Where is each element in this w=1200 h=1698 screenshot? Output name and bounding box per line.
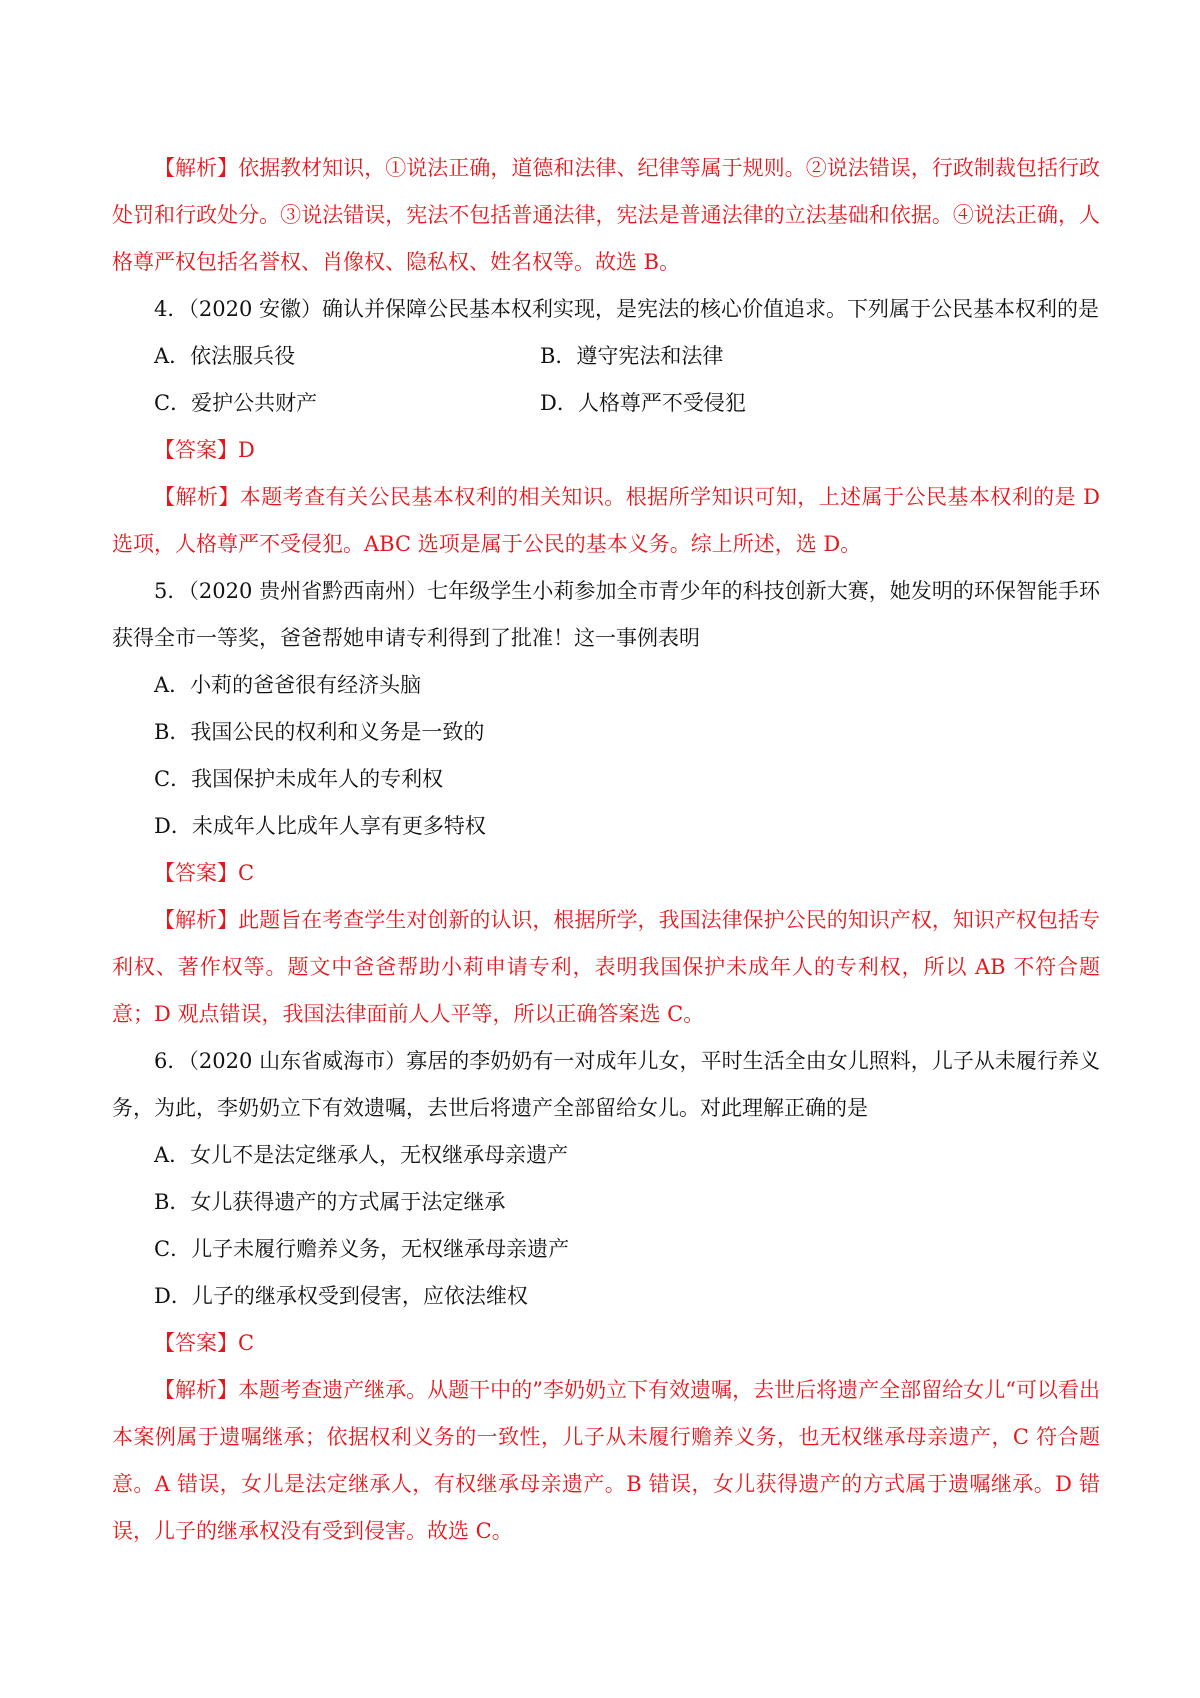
q4-answer: 【答案】D: [154, 438, 255, 462]
question-4-stem: 4．（2020 安徽）确认并保障公民基本权利实现，是宪法的核心价值追求。下列属于公民基本权利的是: [154, 297, 1099, 321]
q4-analysis: 【解析】本题考查有关公民基本权利的相关知识。根据所学知识可知，上述属于公民基本权利的是 D 选项，人格尊严不受侵犯。ABC 选项是属于公民的基本义务。综上所述，选 D。: [112, 485, 1100, 556]
q4-option-c: C．爱护公共财产: [154, 391, 318, 415]
q4-option-b: B．遵守宪法和法律: [540, 344, 724, 368]
analysis-q3: 【解析】依据教材知识，①说法正确，道德和法律、纪律等属于规则。②说法错误，行政制裁包括行政处罚和行政处分。③说法错误，宪法不包括普通法律，宪法是普通法律的立法基础和依据。④说法正确，人格尊严权包括名誉权、肖像权、隐私权、姓名权等。故选 B。: [112, 156, 1100, 274]
q4-option-a: A．依法服兵役: [154, 344, 296, 368]
document-page: [112, 145, 1100, 1555]
q4-option-d: D．人格尊严不受侵犯: [540, 391, 746, 415]
q6-option-a: A．女儿不是法定继承人，无权继承母亲遗产: [154, 1143, 569, 1167]
q6-option-c: C．儿子未履行赡养义务，无权继承母亲遗产: [154, 1237, 570, 1261]
q5-option-a: A．小莉的爸爸很有经济头脑: [154, 673, 422, 697]
q6-option-d: D．儿子的继承权受到侵害，应依法维权: [154, 1284, 528, 1308]
q6-analysis: 【解析】本题考查遗产继承。从题干中的”李奶奶立下有效遗嘱，去世后将遗产全部留给女儿“可以看出本案例属于遗嘱继承；依据权利义务的一致性，儿子从未履行赡养义务，也无权继承母亲遗产，C 符合题意。A 错误，女儿是法定继承人，有权继承母亲遗产。B 错误，女儿获得遗产的方式属于遗嘱继承。D 错误，儿子的继承权没有受到侵害。故选 C。: [112, 1378, 1100, 1543]
question-5-stem: 5．（2020 贵州省黔西南州）七年级学生小莉参加全市青少年的科技创新大赛，她发明的环保智能手环获得全市一等奖，爸爸帮她申请专利得到了批准！这一事例表明: [112, 579, 1100, 650]
q5-option-d: D．未成年人比成年人享有更多特权: [154, 814, 486, 838]
q5-option-c: C．我国保护未成年人的专利权: [154, 767, 444, 791]
q6-answer: 【答案】C: [154, 1331, 255, 1355]
q6-option-b: B．女儿获得遗产的方式属于法定继承: [154, 1190, 506, 1214]
q5-option-b: B．我国公民的权利和义务是一致的: [154, 720, 485, 744]
question-4-options-row-1: [112, 333, 1100, 380]
question-4-options-row-2: [112, 380, 1100, 427]
question-6-stem: 6．（2020 山东省威海市）寡居的李奶奶有一对成年儿女，平时生活全由女儿照料，儿子从未履行养义务，为此，李奶奶立下有效遗嘱，去世后将遗产全部留给女儿。对此理解正确的是: [112, 1049, 1100, 1120]
q5-answer: 【答案】C: [154, 861, 255, 885]
q5-analysis: 【解析】此题旨在考查学生对创新的认识，根据所学，我国法律保护公民的知识产权，知识产权包括专利权、著作权等。题文中爸爸帮助小莉申请专利，表明我国保护未成年人的专利权，所以 AB 不符合题意；D 观点错误，我国法律面前人人平等，所以正确答案选 C。: [112, 908, 1100, 1026]
